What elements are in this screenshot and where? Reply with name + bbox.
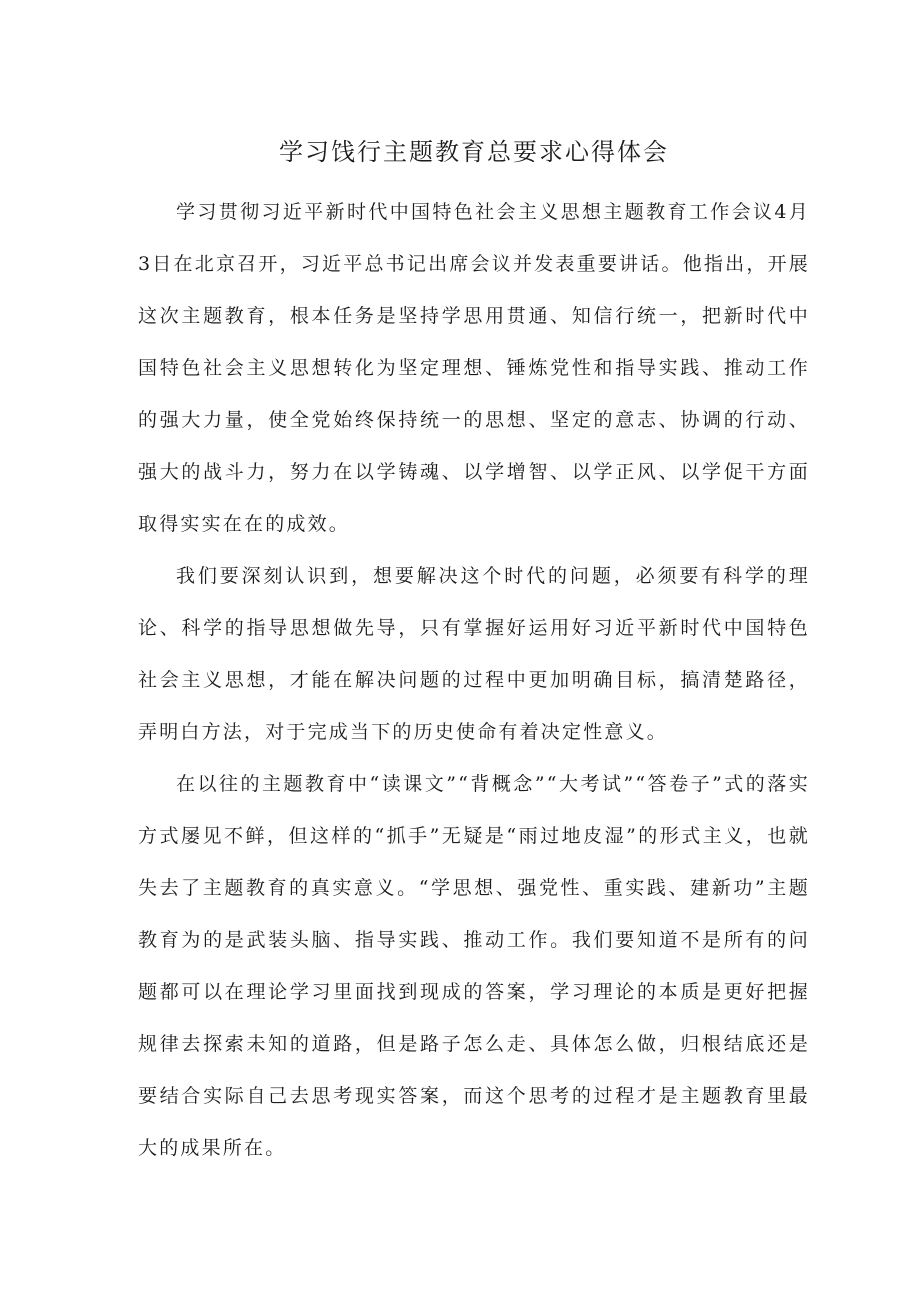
document-title: 学习饯行主题教育总要求心得体会 (279, 138, 669, 166)
paragraph-1: 学习贯彻习近平新时代中国特色社会主义思想主题教育工作会议4月3日在北京召开，习近平总书记出席会议并发表重要讲话。他指出，开展这次主题教育，根本任务是坚持学思用贯通、知信行统一，把新时代中国特色社会主义思想转化为坚定理想、锤炼党性和指导实践、推动工作的强大力量，使全党始终保持统一的思想、坚定的意志、协调的行动、强大的战斗力，努力在以学铸魂、以学增智、以学正风、以学促干方面取得实实在在的成效。 (138, 201, 810, 535)
paragraph-2: 我们要深刻认识到，想要解决这个时代的问题，必须要有科学的理论、科学的指导思想做先导，只有掌握好运用好习近平新时代中国特色社会主义思想，才能在解决问题的过程中更加明确目标，搞清楚路径，弄明白方法，对于完成当下的历史使命有着决定性意义。 (138, 565, 810, 743)
paragraph-3: 在以往的主题教育中“读课文”“背概念”“大考试”“答卷子”式的落实方式屡见不鲜，但这样的“抓手”无疑是“雨过地皮湿”的形式主义，也就失去了主题教育的真实意义。“学思想、强党性、重实践、建新功”主题教育为的是武装头脑、指导实践、推动工作。我们要知道不是所有的问题都可以在理论学习里面找到现成的答案，学习理论的本质是更好把握规律去探索未知的道路，但是路子怎么走、具体怎么做，归根结底还是要结合实际自己去思考现实答案，而这个思考的过程才是主题教育里最大的成果所在。 (138, 773, 810, 1159)
